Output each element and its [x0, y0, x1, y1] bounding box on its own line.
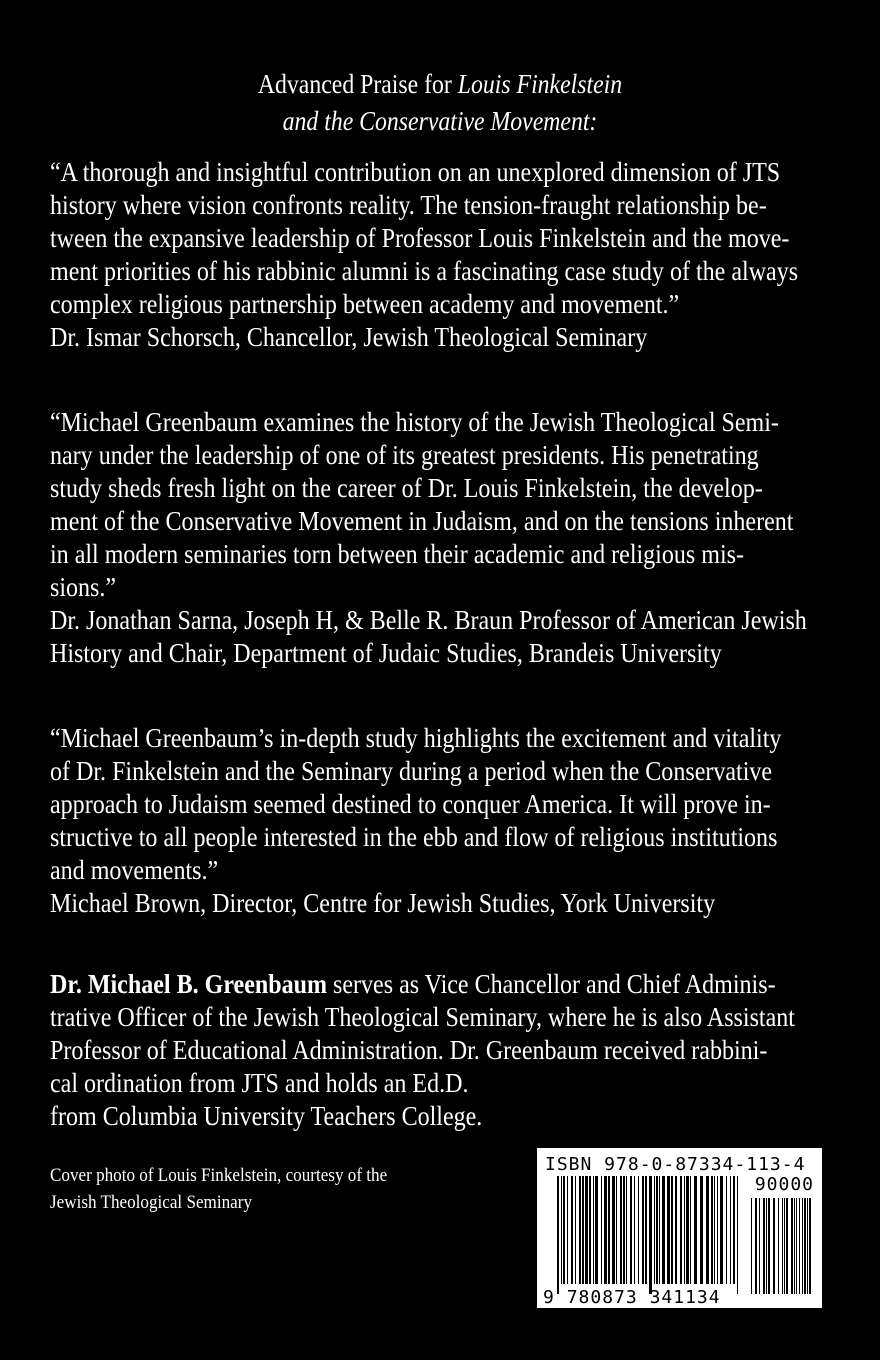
- price-bar: [759, 1198, 760, 1294]
- price-bar: [786, 1198, 788, 1294]
- barcode-bar: [733, 1176, 735, 1284]
- heading-line-2: and the Conservative Movement:: [282, 106, 598, 136]
- praise-quote-3: “Michael Greenbaum’s in-depth study highlights the excitement and vitality of Dr. Finkelstein and the Seminary during a period when the Conservative approach to Judaism seemed destined to conquer America. It will prove in- structive to all people interested in the ebb and flow of religious institutions and movements.” Michael Brown, Director, Centre for Jewish Studies, York University: [50, 722, 830, 920]
- barcode-bar: [662, 1176, 665, 1284]
- praise-attribution-2b: History and Chair, Department of Judaic Studies, Brandeis University: [50, 638, 722, 668]
- barcode-bar: [671, 1176, 673, 1284]
- barcode-bar: [700, 1176, 703, 1284]
- price-bar: [804, 1198, 806, 1294]
- barcode-bar: [737, 1176, 738, 1294]
- barcode-bar: [642, 1176, 644, 1284]
- price-bar: [799, 1198, 800, 1294]
- barcode-bar: [575, 1176, 576, 1284]
- barcode-bar: [717, 1176, 718, 1284]
- barcode-bar: [659, 1176, 660, 1284]
- barcode-bar: [612, 1176, 615, 1284]
- barcode-bar: [684, 1176, 685, 1284]
- isbn-number: ISBN 978-0-87334-113-4: [545, 1154, 806, 1175]
- barcode-bar: [585, 1176, 588, 1284]
- barcode-bar: [601, 1176, 602, 1284]
- barcode-bar: [726, 1176, 727, 1284]
- praise-quote-1: “A thorough and insightful contribution on an unexplored dimension of JTS history where vision confronts reality. The tension-fraught relationship be- tween the expansive leadership of Professor Louis Finkelstein and the move- ment priorities of his rabbinic alumni is a fascinating case study of the always complex religious partnership between academy and movement.” Dr. Ismar Schorsch, Chancellor, Jewish Theological Seminary: [50, 156, 830, 354]
- barcode-bar: [645, 1176, 647, 1284]
- price-bar: [768, 1198, 770, 1294]
- price-bar: [773, 1198, 775, 1294]
- price-bar: [755, 1198, 757, 1294]
- barcode-bar: [694, 1176, 697, 1284]
- barcode-bar: [667, 1176, 670, 1284]
- praise-attribution-1: Dr. Ismar Schorsch, Chancellor, Jewish Theological Seminary: [50, 322, 648, 352]
- barcode-bar: [720, 1176, 723, 1284]
- praise-attribution-2a: Dr. Jonathan Sarna, Joseph H, & Belle R. Braun Professor of American Jewish: [50, 605, 807, 635]
- price-bar: [751, 1198, 752, 1294]
- barcode-bar: [630, 1176, 632, 1284]
- barcode-bar: [567, 1176, 568, 1284]
- price-bar: [796, 1198, 797, 1294]
- price-bar: [809, 1198, 811, 1294]
- price-bar: [766, 1198, 767, 1294]
- barcode-bar: [557, 1176, 559, 1294]
- barcode-bar: [589, 1176, 591, 1284]
- author-bio: Dr. Michael B. Greenbaum serves as Vice Chancellor and Chief Adminis- trative Officer of the Jewish Theological Seminary, where he is also Assistant Professor of Educational Administration. Dr. Greenbaum received rabbini- cal ordination from JTS and holds an Ed.D. from Columbia University Teachers College.: [50, 969, 795, 1131]
- barcode-bar: [686, 1176, 689, 1284]
- barcode-bar: [649, 1176, 652, 1294]
- barcode-bar: [563, 1176, 565, 1284]
- barcode-bar: [706, 1176, 709, 1284]
- barcode-bar: [561, 1176, 562, 1284]
- price-bar: [763, 1198, 765, 1294]
- price-bar: [807, 1198, 808, 1294]
- price-code: 90000: [754, 1174, 814, 1195]
- price-bar: [784, 1198, 785, 1294]
- author-name: Dr. Michael B. Greenbaum: [50, 969, 328, 999]
- price-bar: [791, 1198, 793, 1294]
- barcode-bar: [634, 1176, 635, 1284]
- barcode-bar: [620, 1176, 622, 1284]
- barcode-bar: [595, 1176, 598, 1284]
- barcode-bar: [654, 1176, 655, 1284]
- cover-photo-caption: Cover photo of Louis Finkelstein, courtesy of the Jewish Theological Seminary: [50, 1165, 388, 1213]
- barcode-bar: [579, 1176, 581, 1284]
- barcode-bar: [582, 1176, 584, 1284]
- barcode-bar: [680, 1176, 682, 1284]
- barcode-bar: [690, 1176, 691, 1284]
- heading-line-1: Advanced Praise for Louis Finkelstein: [257, 69, 623, 99]
- barcode-bar: [608, 1176, 610, 1284]
- praise-heading: [53, 66, 827, 140]
- praise-attribution-3: Michael Brown, Director, Centre for Jewish Studies, York University: [50, 888, 716, 918]
- ean-digits: 9 780873 341134: [543, 1287, 721, 1308]
- barcode-bar: [656, 1176, 658, 1284]
- barcode-bar: [711, 1176, 713, 1284]
- price-bar: [782, 1198, 783, 1294]
- barcode-bar: [571, 1176, 573, 1284]
- barcode-bar: [604, 1176, 607, 1284]
- barcode-bar: [616, 1176, 617, 1284]
- price-bar: [794, 1198, 795, 1294]
- barcode-bar: [623, 1176, 625, 1284]
- barcode-bar: [675, 1176, 677, 1284]
- barcode-bar: [638, 1176, 639, 1284]
- barcode-bar: [593, 1176, 594, 1284]
- praise-quote-2: “Michael Greenbaum examines the history of the Jewish Theological Semi- nary under the leadership of one of its greatest presidents. His penetrating study sheds fresh light on the career of Dr. Louis Finkelstein, the develop- ment of the Conservative Movement in Judaism, and on the tensions inherent in all modern seminaries torn between their academic and religious mis- sions.” Dr. Jonathan Sarna, Joseph H, & Belle R. Braun Professor of American Jewish History and Chair, Department of Judaic Studies, Brandeis University: [50, 406, 830, 670]
- barcode-bar: [714, 1176, 715, 1284]
- isbn-barcode: [537, 1148, 822, 1308]
- price-bar: [802, 1198, 803, 1294]
- price-bar: [778, 1198, 779, 1294]
- barcode-bar: [730, 1176, 731, 1284]
- barcode-bar: [626, 1176, 627, 1284]
